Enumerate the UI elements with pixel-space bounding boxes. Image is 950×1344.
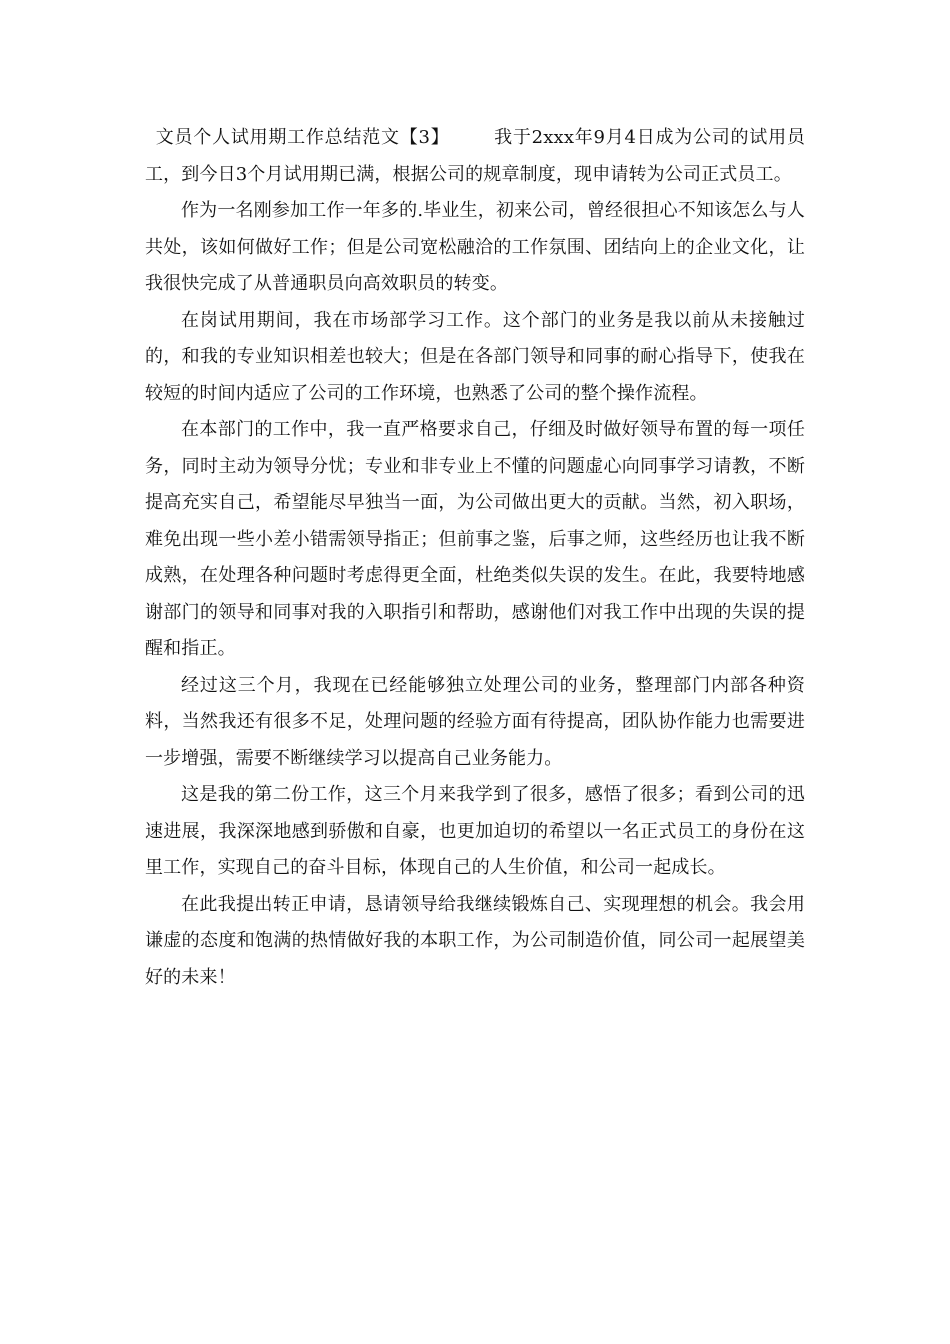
paragraph-6: 这是我的第二份工作，这三个月来我学到了很多，感悟了很多；看到公司的迅速进展，我深深地感到骄傲和自豪，也更加迫切的希望以一名正式员工的身份在这里工作，实现自己的奋斗目标，体现自己的人生价值，和公司一起成长。 bbox=[145, 784, 805, 878]
paragraph-text-1: 我于2xxx年9月4日成为公司的试用员工，到今日3个月试用期已满，根据公司的规章制度，现申请转为公司正式员工。 bbox=[145, 127, 805, 185]
paragraph-7: 在此我提出转正申请，恳请领导给我继续锻炼自己、实现理想的机会。我会用谦虚的态度和饱满的热情做好我的本职工作，为公司制造价值，同公司一起展望美好的未来！ bbox=[145, 893, 805, 988]
paragraph-3: 在岗试用期间，我在市场部学习工作。这个部门的业务是我以前从未接触过的，和我的专业知识相差也较大；但是在各部门领导和同事的耐心指导下，使我在较短的时间内适应了公司的工作环境，也熟悉了公司的整个操作流程。 bbox=[145, 309, 805, 404]
paragraph-2: 作为一名刚参加工作一年多的.毕业生，初来公司，曾经很担心不知该怎么与人共处，该如何做好工作；但是公司宽松融洽的工作氛围、团结向上的企业文化，让我很快完成了从普通职员向高效职员的转变。 bbox=[145, 200, 805, 294]
document-title: 文员个人试用期工作总结范文【3】 bbox=[155, 127, 450, 148]
document-body bbox=[145, 120, 805, 996]
paragraph-1 bbox=[145, 120, 805, 193]
paragraph-4: 在本部门的工作中，我一直严格要求自己，仔细及时做好领导布置的每一项任务，同时主动为领导分忧；专业和非专业上不懂的问题虚心向同事学习请教，不断提高充实自己，希望能尽早独当一面，为公司做出更大的贡献。当然，初入职场，难免出现一些小差小错需领导指正；但前事之鉴，后事之师，这些经历也让我不断成熟，在处理各种问题时考虑得更全面，杜绝类似失误的发生。在此，我要特地感谢部门的领导和同事对我的入职指引和帮助，感谢他们对我工作中出现的失误的提醒和指正。 bbox=[145, 419, 805, 659]
paragraph-5: 经过这三个月，我现在已经能够独立处理公司的业务，整理部门内部各种资料，当然我还有很多不足，处理问题的经验方面有待提高，团队协作能力也需要进一步增强，需要不断继续学习以提高自己业务能力。 bbox=[145, 674, 805, 769]
